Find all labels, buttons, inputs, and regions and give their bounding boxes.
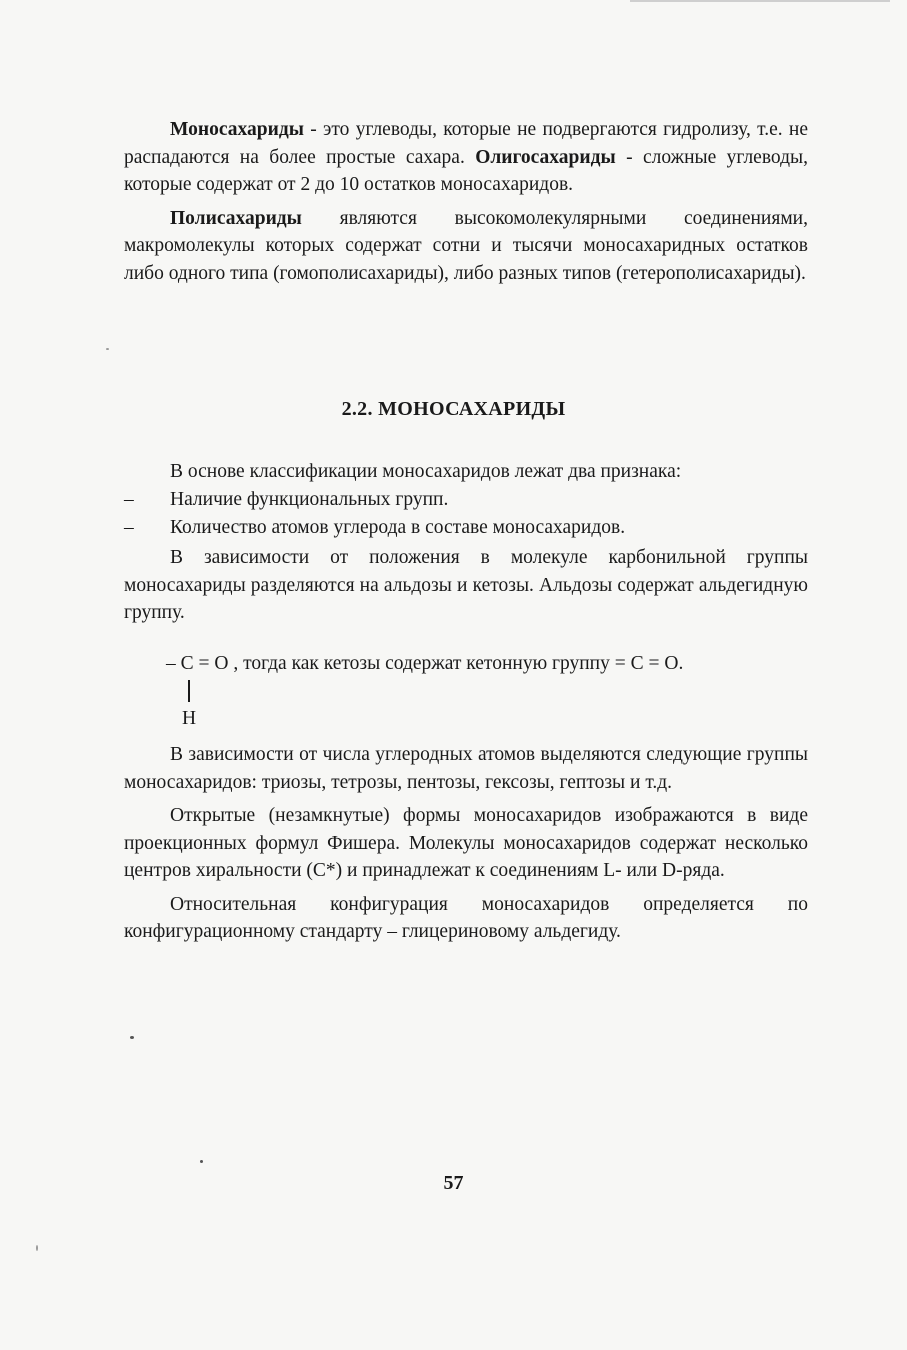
page-number: 57 [443, 1172, 464, 1194]
hydrogen-atom: H [182, 708, 197, 729]
term-monosaccharides: Моносахариды [170, 119, 304, 140]
paragraph-carbonyl: В зависимости от положения в молекуле карбонильной группы моносахариды разделяются на альдозы и кетозы. Альдозы содержат альдегидную группу. [124, 547, 808, 623]
formula-line: – C = O , тогда как кетозы содержат кетонную группу = C = O. [166, 653, 684, 674]
term-oligosaccharides: Олигосахариды [475, 146, 616, 168]
intro-text [124, 116, 808, 287]
paragraph-monosaccharides-definition: Моносахариды - это углеводы, которые не подвергаются гидролизу, т.е. не распадаются на более простые сахара. Олигосахариды - сложные углеводы, которые содержат от 2 до 10 остатков моносахаридов. [124, 119, 808, 195]
aldehyde-formula [166, 650, 684, 729]
paragraph-carbon-atoms: В зависимости от числа углеродных атомов выделяются следующие группы моносахаридов: триозы, тетрозы, пентозы, гексозы, гептозы и т.д. [124, 744, 808, 793]
paragraph-polysaccharides-definition: Полисахариды являются высокомолекулярными соединениями, макромолекулы которых содержат сотни и тысячи моносахаридных остатков либо одного типа (гомополисахариды), либо разных типов (гетерополисахариды). [124, 207, 808, 284]
paragraph-fischer: Открытые (незамкнутые) формы моносахаридов изображаются в виде проекционных формул Фишера. Молекулы моносахаридов содержат несколько центров хиральности (С*) и принадлежат к соединениям L- или D-ряда. [124, 805, 808, 881]
term-polysaccharides: Полисахариды [170, 207, 302, 229]
section-heading: 2.2. МОНОСАХАРИДЫ [341, 398, 566, 420]
classification-text [124, 458, 808, 486]
criteria-list [124, 486, 808, 541]
scan-speck [106, 348, 109, 350]
scan-speck [200, 1160, 203, 1163]
scan-speck [36, 1245, 38, 1251]
list-item: – Количество атомов углерода в составе моносахаридов. [124, 516, 626, 538]
scan-speck [130, 1036, 134, 1039]
bond-line [188, 680, 190, 702]
body-text [124, 741, 808, 946]
scan-edge-line [630, 0, 890, 2]
paragraph-configuration: Относительная конфигурация моносахаридов определяется по конфигурационному стандарту – глицериновому альдегиду. [124, 893, 808, 942]
carbonyl-text [124, 544, 808, 627]
list-item: – Наличие функциональных групп. [124, 489, 449, 510]
paragraph-classification-lead: В основе классификации моносахаридов лежат два признака: [170, 461, 682, 482]
